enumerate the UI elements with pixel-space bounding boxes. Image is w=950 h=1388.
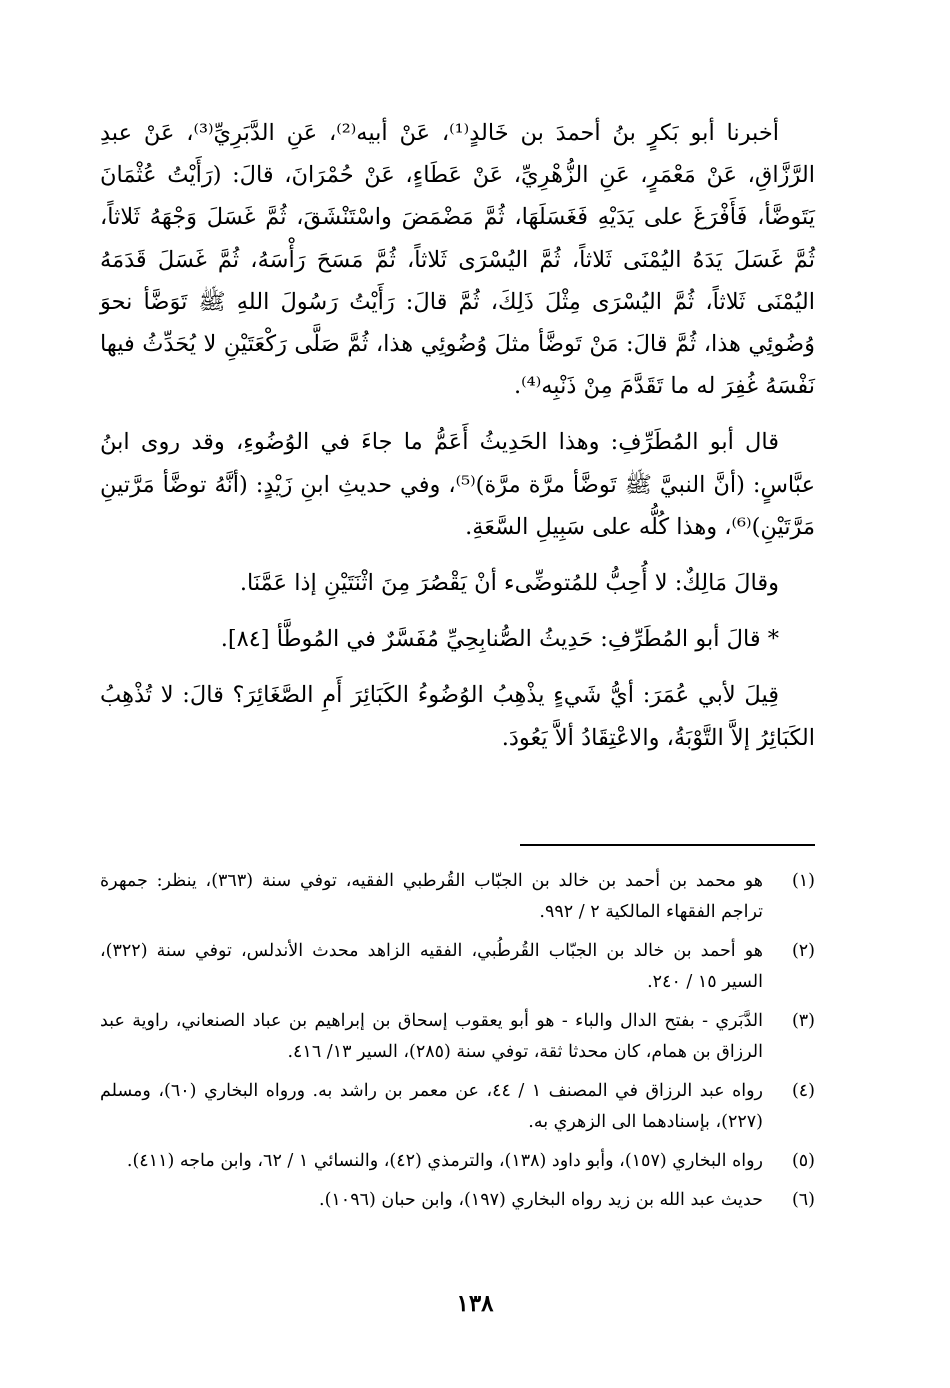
footnote-number: (٤) — [791, 1081, 815, 1101]
footnote-text: هو أحمد بن خالد بن الجبّاب القُرطُبي، الفقيه الزاهد محدث الأندلس، توفي سنة (٣٢٢)، السير ١٥ / ٢٤٠. — [100, 941, 763, 992]
footnote-text: رواه عبد الرزاق في المصنف ١ / ٤٤، عن معمر بن راشد به. ورواه البخاري (٦٠)، ومسلم (٢٢٧)، بإسنادهما الى الزهري به. — [100, 1081, 764, 1132]
footnote-number: (٥) — [791, 1151, 815, 1171]
page-number: ١٣٨ — [456, 1290, 494, 1317]
footnote — [100, 866, 815, 928]
footnote-number: (٦) — [791, 1190, 815, 1210]
footnote-number: (٣) — [791, 1011, 815, 1031]
footnote-text: حديث عبد الله بن زيد رواه البخاري (١٩٧)، وابن حبان (١٠٩٦). — [319, 1190, 763, 1210]
hadith-paragraph: أخبرنا أبو بَكرٍ بنُ أحمدَ بن خَالدٍ⁽¹⁾، عَنْ أبيه⁽²⁾، عَنِ الدَّبَرِيِّ⁽³⁾، عَنْ عبدِ الرَّزَّاقِ، عَنْ مَعْمَرٍ، عَنِ الزُّهْرِيِّ، عَنْ عَطَاءٍ، عَنْ حُمْرَانَ، قالَ: (رَأَيْتُ عُثْمَانَ يَتَوضَّأ، فَأَفْرَغَ على يَدَيْهِ فَغَسَلَهَا، ثُمَّ مَضْمَضَ واسْتَنْشَقَ، ثُمَّ غَسَلَ وَجْهَهُ ثَلاثاً، ثُمَّ غَسَلَ يَدَهُ اليُمْنَى ثَلاثاً، ثُمَّ اليُسْرَى ثَلاثاً، ثُمَّ مَسَحَ رَأْسَهُ، ثُمَّ غَسَلَ قَدَمَهُ اليُمْنَى ثَلاثاً، ثُمَّ اليُسْرَى مِثْلَ ذَلِكَ، ثُمَّ قالَ: رَأَيْتُ رَسُولَ اللهِ ﷺ تَوَضَّأ نحوَ وُضُوئِي هذا، ثُمَّ قالَ: مَنْ تَوضَّأ مثلَ وُضُوئِي هذا، ثُمَّ صَلَّى رَكْعَتَيْنِ لا يُحَدِّثُ فيها نَفْسَهُ غُفِرَ له ما تَقَدَّمَ مِنْ ذَنْبِه⁽⁴⁾. — [100, 120, 815, 400]
footnote-divider — [520, 844, 815, 846]
abu-mutarrif-note: * قالَ أبو المُطَرِّفِ: حَدِيثُ الصُّنابِحِيِّ مُفَسَّرٌ في المُوطَّأ [٨٤]. — [220, 626, 779, 653]
abu-umar-question: قِيلَ لأبي عُمَرَ: أيُّ شَيءٍ يذْهِبُ الوُضُوءُ الكَبَائِرَ أَمِ الصَّغَائِرَ؟ قالَ: لا تُذْهِبُ الكَبَائِرُ إلاَّ التَّوْبَةُ، والاعْتِقَادُ ألاَّ يَعُودَ. — [100, 682, 815, 751]
footnotes — [100, 866, 815, 1224]
malik-saying: وقالَ مَالِكٌ: لا أُحِبُّ للمُتوضِّىء أنْ يَقْصُرَ مِنَ اثْنَتَيْنِ إذا عَمَّنَا. — [239, 570, 779, 597]
footnote-text: رواه البخاري (١٥٧)، وأبو داود (١٣٨)، والترمذي (٤٢)، والنسائي ١ / ٦٢، وابن ماجه (٤١١). — [126, 1151, 763, 1171]
main-text — [100, 112, 815, 759]
footnote — [100, 1006, 815, 1068]
footnote-text: هو محمد بن أحمد بن خالد بن الجبّاب القُرطبي الفقيه، توفي سنة (٣٦٣)، ينظر: جمهرة تراجم الفقهاء المالكية ٢ / ٩٩٢. — [100, 871, 763, 922]
footnote-text: الدَّبَري - بفتح الدال والباء - هو أبو يعقوب إسحاق بن إبراهيم بن عباد الصنعاني، راوية عبد الرزاق بن همام، كان محدثا ثقة، توفي سنة (٢٨٥)، السير ١٣/ ٤١٦. — [100, 1011, 763, 1062]
footnote-number: (١) — [791, 871, 815, 891]
commentary-paragraph: قال أبو المُطَرِّفِ: وهذا الحَدِيثُ أَعَمُّ ما جاءَ في الوُضُوءِ، وقد روى ابنُ عبَّاسٍ: (أنَّ النبيَّ ﷺ تَوضَّأ مرَّة مرَّة)⁽⁵⁾، وفي حديثِ ابنِ زَيْدٍ: (أنَّهُ توضَّأ مَرَّتينِ مَرَّتَيْنِ)⁽⁶⁾، وهذا كُلُّه على سَبِيلِ السَّعَةِ. — [100, 429, 815, 540]
footnote — [100, 1146, 815, 1177]
footnote — [100, 1185, 815, 1216]
footnote — [100, 1076, 815, 1138]
footnote — [100, 936, 815, 998]
footnote-number: (٢) — [791, 941, 815, 961]
